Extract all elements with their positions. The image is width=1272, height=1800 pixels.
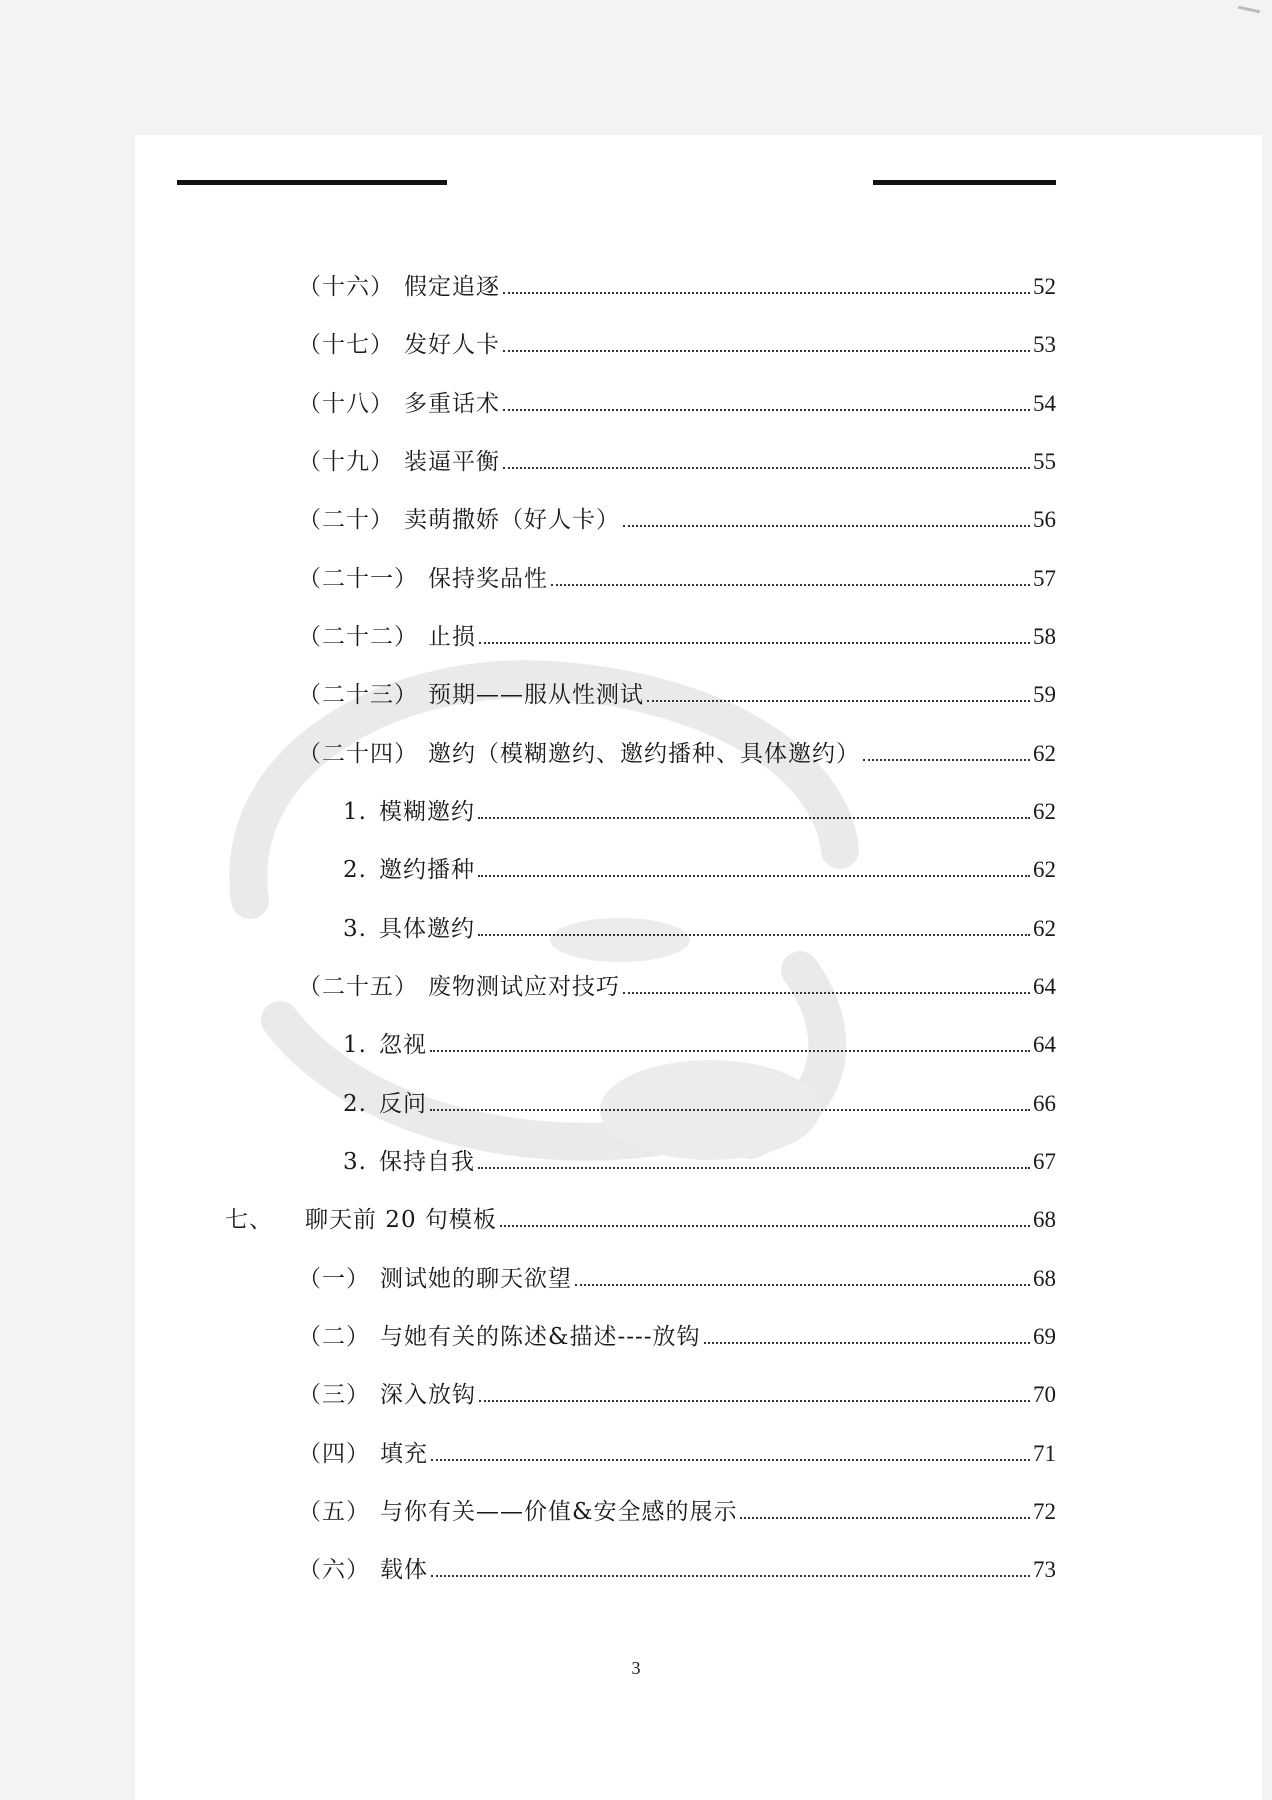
toc-entry-page: 62 — [1033, 916, 1056, 941]
toc-entry-title: 保持奖品性 — [428, 566, 548, 592]
toc-entry-title: 填充 — [380, 1441, 428, 1467]
toc-entry-title: 与你有关——价值&安全感的展示 — [380, 1499, 738, 1525]
toc-entry-number: （一） — [298, 1266, 370, 1292]
toc-entry[interactable] — [298, 970, 1056, 1004]
toc-leader-dots — [503, 292, 1030, 294]
toc-leader-dots — [647, 700, 1030, 702]
toc-leader-dots — [623, 992, 1030, 994]
toc-entry-page: 56 — [1033, 507, 1056, 532]
toc-entry-title: 假定追逐 — [404, 274, 500, 300]
toc-entry-number: （二十五） — [298, 974, 418, 1000]
toc-leader-dots — [623, 525, 1030, 527]
toc-entry[interactable] — [298, 1437, 1056, 1471]
toc-entry-title: 预期——服从性测试 — [428, 682, 644, 708]
toc-entry-title: 多重话术 — [404, 391, 500, 417]
toc-entry-number: （十八） — [298, 391, 394, 417]
toc-entry-title: 废物测试应对技巧 — [428, 974, 620, 1000]
toc-entry-number: （二十四） — [298, 741, 418, 767]
toc-entry[interactable] — [298, 270, 1056, 304]
toc-entry-number: （五） — [298, 1499, 370, 1525]
toc-entry-number: （三） — [298, 1382, 370, 1408]
toc-leader-dots — [478, 875, 1030, 877]
toc-entry-page: 62 — [1033, 857, 1056, 882]
toc-leader-dots — [478, 934, 1030, 936]
toc-chapter-entry[interactable] — [225, 1203, 1056, 1237]
toc-leader-dots — [479, 1400, 1030, 1402]
toc-entry-page: 55 — [1033, 449, 1056, 474]
toc-entry-number: 2. — [343, 857, 367, 883]
toc-entry-page: 64 — [1033, 1032, 1056, 1057]
toc-entry-title: 发好人卡 — [404, 332, 500, 358]
toc-entry-title: 反问 — [378, 1091, 427, 1117]
toc-entry[interactable] — [298, 445, 1056, 479]
toc-entry-page: 54 — [1033, 391, 1056, 416]
toc-leader-dots — [863, 759, 1030, 761]
toc-entry-number: （十六） — [298, 274, 394, 300]
toc-entry-number: （二十） — [298, 507, 394, 533]
toc-entry-page: 57 — [1033, 566, 1056, 591]
toc-entry[interactable] — [298, 503, 1056, 537]
toc-leader-dots — [430, 1050, 1030, 1052]
toc-entry-page: 66 — [1033, 1091, 1056, 1116]
toc-entry[interactable] — [343, 1028, 1056, 1062]
toc-entry[interactable] — [298, 328, 1056, 362]
toc-entry[interactable] — [343, 1145, 1056, 1179]
toc-entry[interactable] — [298, 1320, 1056, 1354]
toc-leader-dots — [478, 1167, 1030, 1169]
toc-entry[interactable] — [298, 678, 1056, 712]
toc-entry-page: 59 — [1033, 682, 1056, 707]
toc-entry-number: 3. — [343, 1149, 367, 1175]
toc-leader-dots — [740, 1517, 1030, 1519]
toc-entry-title: 具体邀约 — [378, 916, 475, 942]
toc-entry-page: 67 — [1033, 1149, 1056, 1174]
toc-entry-number: （二） — [298, 1324, 370, 1350]
toc-entry-title: 载体 — [380, 1557, 428, 1583]
toc-entry-title: 聊天前 20 句模板 — [305, 1207, 497, 1233]
toc-entry-page: 62 — [1033, 741, 1056, 766]
toc-entry-title: 深入放钩 — [380, 1382, 476, 1408]
toc-leader-dots — [500, 1225, 1030, 1227]
toc-leader-dots — [551, 584, 1030, 586]
toc-entry-number: 1. — [343, 1032, 367, 1058]
toc-entry-number: （二十三） — [298, 682, 418, 708]
toc-entry-title: 卖萌撒娇（好人卡） — [404, 507, 620, 533]
toc-entry-number: 七、 — [225, 1207, 273, 1233]
toc-entry-number: （十七） — [298, 332, 394, 358]
toc-entry[interactable] — [343, 853, 1056, 887]
toc-entry[interactable] — [298, 1262, 1056, 1296]
toc-entry-number: （六） — [298, 1557, 370, 1583]
toc-entry[interactable] — [298, 1553, 1056, 1587]
toc-entry-page: 64 — [1033, 974, 1056, 999]
toc-entry-page: 70 — [1033, 1382, 1056, 1407]
toc-entry[interactable] — [298, 1495, 1056, 1529]
toc-entry-number: 3. — [343, 916, 367, 942]
toc-leader-dots — [431, 1459, 1030, 1461]
toc-entry-title: 与她有关的陈述&描述----放钩 — [380, 1324, 701, 1350]
page-number: 3 — [631, 1658, 641, 1678]
toc-entry-number: （二十一） — [298, 566, 418, 592]
toc-entry-page: 68 — [1033, 1207, 1056, 1232]
toc-entry-title: 邀约（模糊邀约、邀约播种、具体邀约） — [428, 741, 860, 767]
toc-entry[interactable] — [298, 562, 1056, 596]
toc-leader-dots — [503, 409, 1030, 411]
toc-entry-page: 71 — [1033, 1441, 1056, 1466]
toc-entry-number: （十九） — [298, 449, 394, 475]
toc-leader-dots — [430, 1109, 1030, 1111]
toc-entry-number: 1. — [343, 799, 367, 825]
toc-entry-title: 测试她的聊天欲望 — [380, 1266, 572, 1292]
toc-leader-dots — [575, 1284, 1030, 1286]
toc-leader-dots — [431, 1575, 1030, 1577]
toc-entry-page: 72 — [1033, 1499, 1056, 1524]
toc-leader-dots — [478, 817, 1030, 819]
toc-entry-number: （二十二） — [298, 624, 418, 650]
toc-entry-page: 69 — [1033, 1324, 1056, 1349]
toc-entry[interactable] — [343, 795, 1056, 829]
toc-entry-page: 73 — [1033, 1557, 1056, 1582]
toc-entry-page: 58 — [1033, 624, 1056, 649]
toc-entry-title: 邀约播种 — [378, 857, 475, 883]
toc-entry-title: 保持自我 — [378, 1149, 475, 1175]
toc-entry-title: 模糊邀约 — [378, 799, 475, 825]
toc-entry[interactable] — [343, 1087, 1056, 1121]
toc-entry-page: 53 — [1033, 332, 1056, 357]
toc-entry-page: 52 — [1033, 274, 1056, 299]
toc-entry[interactable] — [343, 912, 1056, 946]
toc-entry-number: 2. — [343, 1091, 367, 1117]
toc-entry-page: 68 — [1033, 1266, 1056, 1291]
toc-entry-title: 止损 — [428, 624, 476, 650]
toc-entry[interactable] — [298, 620, 1056, 654]
toc-entry-number: （四） — [298, 1441, 370, 1467]
toc-leader-dots — [704, 1342, 1030, 1344]
toc-leader-dots — [503, 350, 1030, 352]
toc-entry[interactable] — [298, 387, 1056, 421]
toc-entry-title: 忽视 — [378, 1032, 427, 1058]
toc-leader-dots — [479, 642, 1030, 644]
toc-entry[interactable] — [298, 1378, 1056, 1412]
toc-entry-title: 装逼平衡 — [404, 449, 500, 475]
toc-entry[interactable] — [298, 737, 1056, 771]
toc-leader-dots — [503, 467, 1030, 469]
toc-entry-page: 62 — [1033, 799, 1056, 824]
